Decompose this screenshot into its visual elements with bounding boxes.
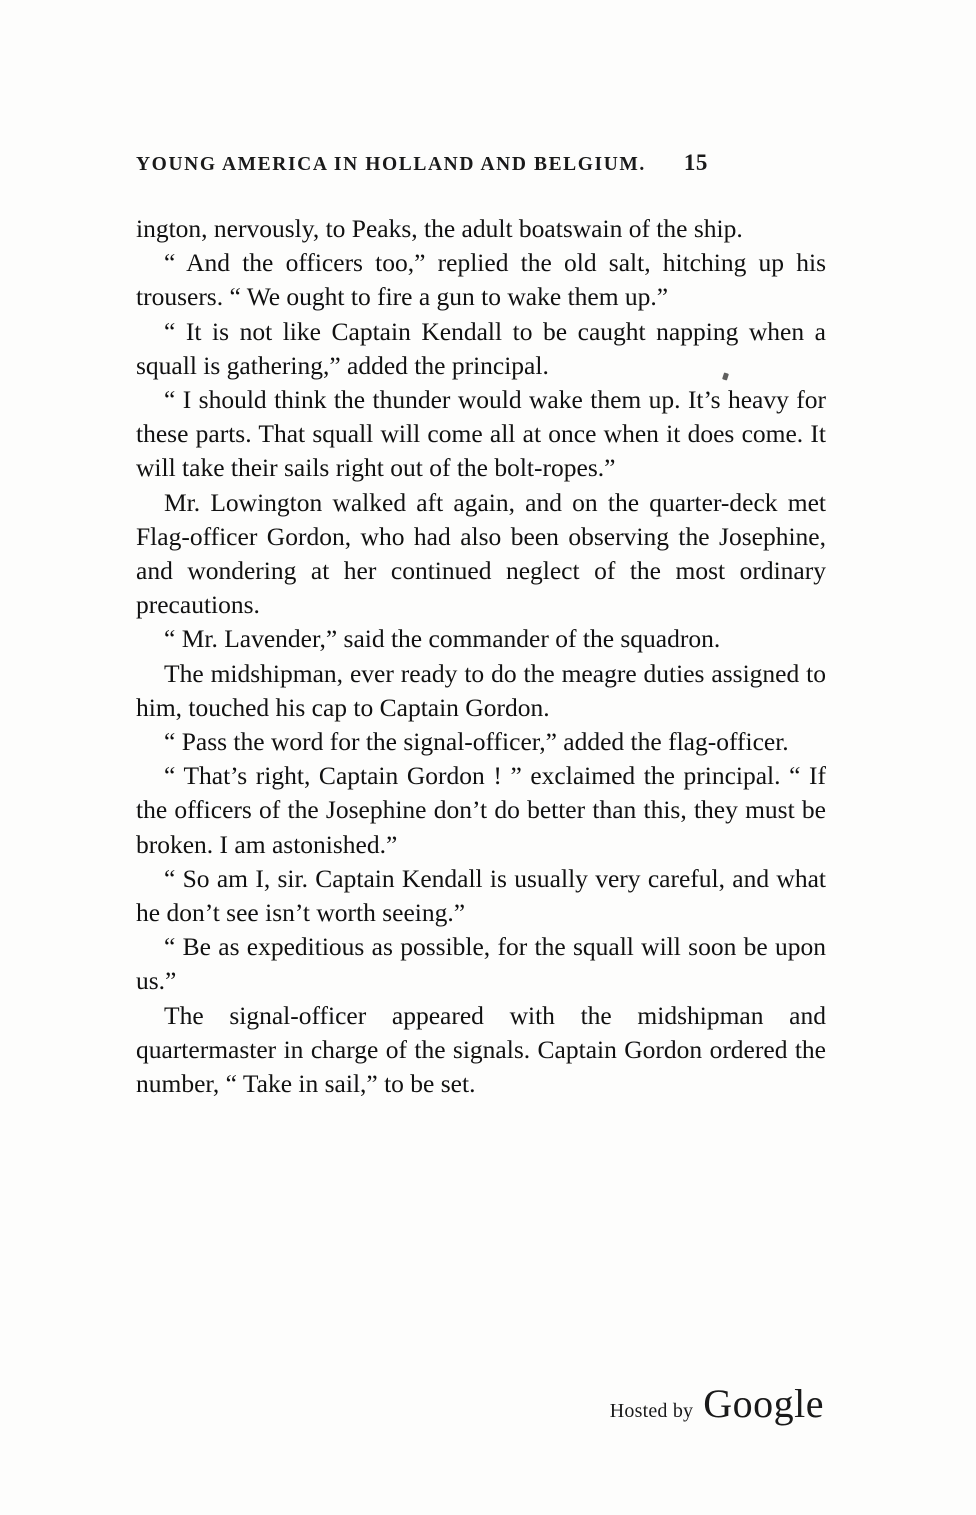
page-body xyxy=(136,212,826,1101)
paragraph: “ I should think the thunder would wake them up. It’s heavy for these parts. That squall will come all at once when it does come. It will take their sails right out of the bolt-ropes.” xyxy=(136,385,826,483)
paragraph: “ Mr. Lavender,” said the commander of the squadron. xyxy=(164,624,721,654)
paragraph: “ It is not like Captain Kendall to be caught napping when a squall is gathering,” added the principal. xyxy=(136,316,826,380)
hosted-by-label: Hosted by xyxy=(609,1400,694,1422)
page-number: 15 xyxy=(683,150,708,175)
running-head-title: YOUNG AMERICA IN HOLLAND AND BELGIUM. xyxy=(136,154,646,175)
hosting-attribution xyxy=(610,1380,824,1427)
running-head xyxy=(136,150,840,176)
paragraph: The midshipman, ever ready to do the meagre duties assigned to him, touched his cap to Captain Gordon. xyxy=(136,658,826,722)
paragraph: “ So am I, sir. Captain Kendall is usually very careful, and what he don’t see isn’t worth seeing.” xyxy=(136,863,826,928)
paragraph: “ And the officers too,” replied the old salt, hitching up his trousers. “ We ought to fire a gun to wake them up.” xyxy=(136,248,826,312)
paragraph: Mr. Lowington walked aft again, and on the quarter-deck met Flag-officer Gordon, who had also been observing the Josephine, and wondering at her continued neglect of the most ordinary precautions. xyxy=(136,487,826,620)
google-wordmark: Google xyxy=(703,1381,824,1426)
paragraph: ington, nervously, to Peaks, the adult boatswain of the ship. xyxy=(136,214,743,243)
paragraph: “ Pass the word for the signal-officer,” added the flag-officer. xyxy=(164,727,789,757)
paragraph: The signal-officer appeared with the midshipman and quartermaster in charge of the signals. Captain Gordon ordered the number, “ Take in sail,” to be set. xyxy=(136,1000,826,1099)
paragraph: “ Be as expeditious as possible, for the squall will soon be upon us.” xyxy=(136,932,826,996)
paragraph: “ That’s right, Captain Gordon ! ” exclaimed the principal. “ If the officers of the Josephine don’t do better than this, they must be broken. I am astonished.” xyxy=(136,761,826,859)
